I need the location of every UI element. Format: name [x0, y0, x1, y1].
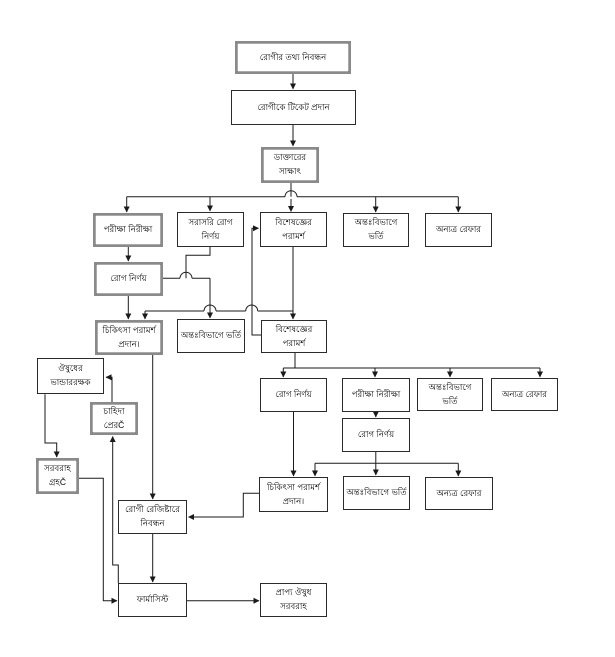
node-specialist-consult-2: বিশেষজ্ঞের পরামর্শ: [261, 320, 327, 353]
node-inpatient-admission-2: অন্তঃবিভাগে ভর্তি: [177, 319, 245, 353]
edge-demand-to-storekeeper: [106, 377, 112, 402]
node-doctor-visit: ডাক্তারের সাক্ষাৎ: [261, 147, 319, 183]
node-inpatient-admission-1: অন্তঃবিভাগে ভর্তি: [343, 213, 409, 247]
node-direct-diagnosis: সরাসরি রোগ নির্ণয়: [177, 212, 244, 247]
node-patient-ticket-issue: রোগীকে টিকেট প্রদান: [231, 90, 356, 125]
node-demand-send: চাহিদা প্রেরČ: [90, 402, 138, 435]
node-refer-elsewhere-3: অন্যত্র রেফার: [425, 477, 493, 510]
node-pharmacist: ফার্মাসিস্ট: [118, 583, 187, 617]
node-register-entry: রোগী রেজিষ্টারে নিবন্ধন: [118, 500, 187, 534]
edge-treatment2-to-register: [189, 493, 260, 517]
node-supply-receive: সরবরাহ গ্রহČ: [36, 458, 79, 494]
node-diagnosis-2: রোগ নির্ণয়: [260, 378, 327, 412]
node-treatment-advice-2: চিকিৎসা পরামর্শ প্রদান।: [259, 477, 328, 512]
node-diagnosis-3: রোগ নির্ণয়: [342, 418, 410, 452]
node-medicine-supply: প্রাপ্য ঔষুধ সরবরাহ: [260, 583, 327, 617]
node-inpatient-admission-4: অন্তঃবিভাগে ভর্তি: [343, 476, 410, 510]
node-treatment-advice-1: চিকিৎসা পরামর্শ প্রদান।: [95, 320, 163, 355]
edge-supply-to-pharmacist: [79, 478, 117, 600]
node-medicine-storekeeper: ঔষুধের ভান্ডাররক্ষক: [37, 358, 104, 394]
node-inpatient-admission-3: অন্তঃবিভাগে ভর্তি: [417, 378, 483, 411]
node-patient-info-registration: রোগীর তথ্য নিবন্ধন: [235, 41, 351, 74]
edge-storekeeper-to-supply: [45, 394, 57, 457]
node-specialist-consult-1: বিশেষজ্ঞের পরামর্শ: [260, 212, 327, 247]
node-tests-examination-1: পরীক্ষা নিরীক্ষা: [93, 213, 163, 247]
node-tests-examination-2: পরীক্ষা নিরীক্ষা: [342, 378, 410, 412]
node-diagnosis-1: রোগ নির্ণয়: [94, 262, 163, 296]
node-refer-elsewhere-1: অন্যত্র রেফার: [425, 213, 492, 247]
node-refer-elsewhere-2: অন্যত্র রেফার: [491, 378, 558, 411]
